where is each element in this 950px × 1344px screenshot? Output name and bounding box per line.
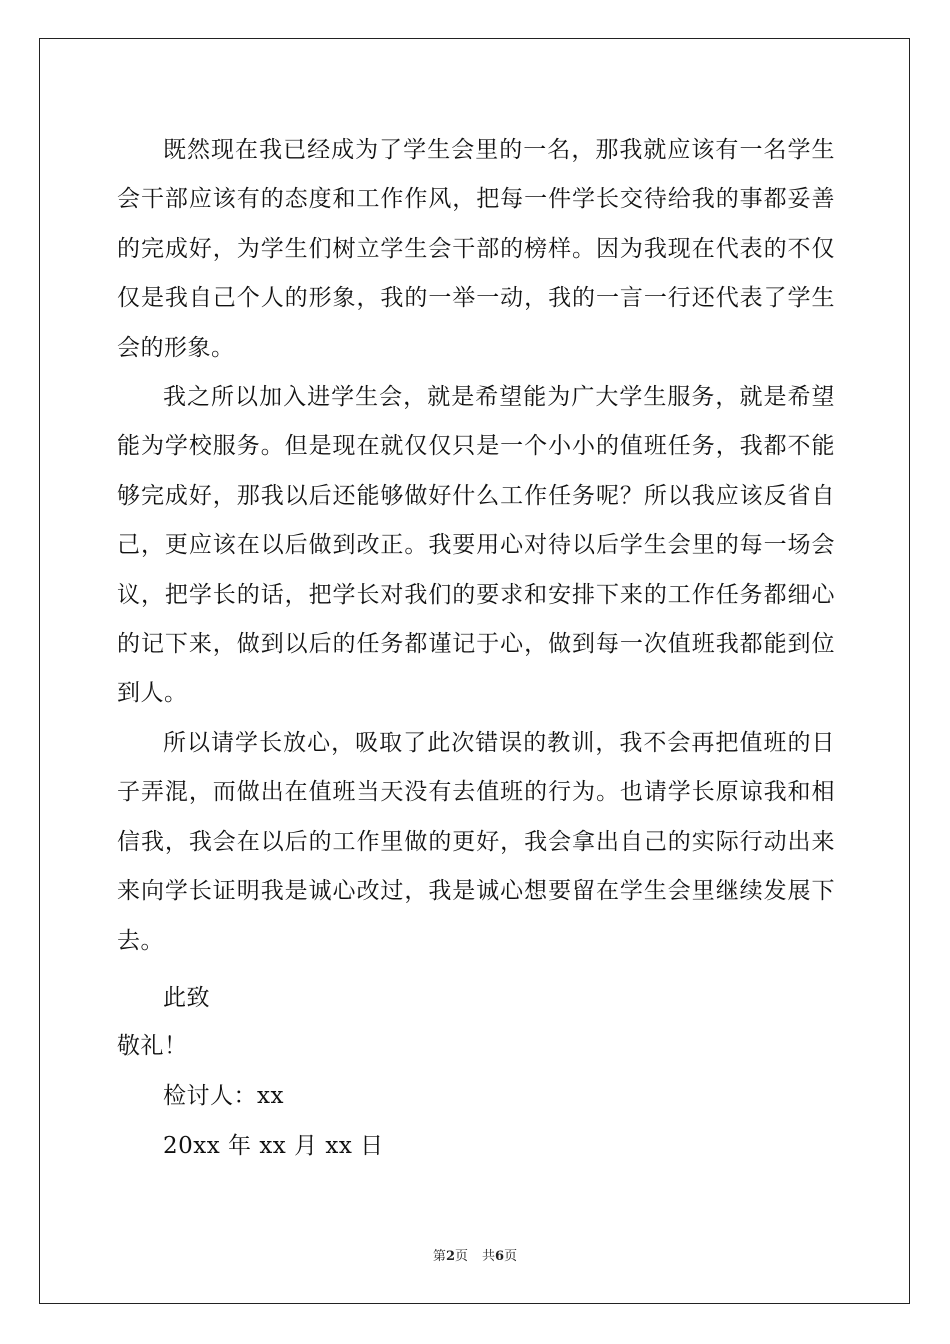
closing-respect: 敬礼！ xyxy=(117,1033,188,1059)
total-pages: 6 xyxy=(495,1249,505,1264)
page-footer xyxy=(0,1249,950,1265)
date-line: 20xx 年 xx 月 xx 日 xyxy=(163,1133,384,1159)
letter-body xyxy=(117,126,835,966)
page-number: 2 xyxy=(445,1249,455,1264)
total-prefix: 共 xyxy=(482,1249,496,1264)
paragraph-3: 所以请学长放心，吸取了此次错误的教训，我不会再把值班的日子弄混，而做出在值班当天没有去值班的行为。也请学长原谅我和相信我，我会在以后的工作里做的更好，我会拿出自己的实际行动出来来向学长证明我是诚心改过，我是诚心想要留在学生会里继续发展下去。 xyxy=(117,729,835,954)
closing-salute: 此致 xyxy=(163,985,210,1011)
total-suffix: 页 xyxy=(504,1249,518,1264)
page-prefix: 第 xyxy=(432,1249,446,1264)
paragraph-1: 既然现在我已经成为了学生会里的一名，那我就应该有一名学生会干部应该有的态度和工作作风，把每一件学长交待给我的事都妥善的完成好，为学生们树立学生会干部的榜样。因为我现在代表的不仅仅是我自己个人的形象，我的一举一动，我的一言一行还代表了学生会的形象。 xyxy=(117,137,835,361)
paragraph-2: 我之所以加入进学生会，就是希望能为广大学生服务，就是希望能为学校服务。但是现在就仅仅只是一个小小的值班任务，我都不能够完成好，那我以后还能够做好什么工作任务呢？所以我应该反省自己，更应该在以后做到改正。我要用心对待以后学生会里的每一场会议，把学长的话，把学长对我们的要求和安排下来的工作任务都细心的记下来，做到以后的任务都谨记于心，做到每一次值班我都能到位到人。 xyxy=(117,384,835,707)
page-suffix: 页 xyxy=(454,1249,468,1264)
signer-line: 检讨人：xx xyxy=(163,1083,284,1109)
